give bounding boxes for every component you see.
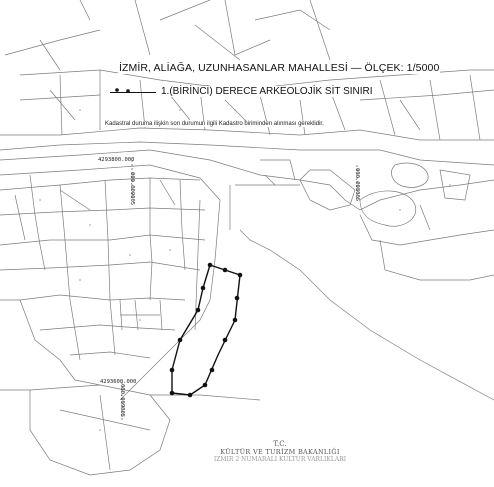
official-stamp: [205, 440, 355, 463]
map-title: İZMİR, ALİAĞA, UZUNHASANLAR MAHALLESİ — ÖLÇEK: 1/5000: [119, 62, 440, 74]
north-coordinate-upper: 4293800.000: [98, 157, 135, 163]
legend-label: 1.(BİRİNCİ) DERECE ARKEOLOJİK SİT SINIRI: [161, 86, 373, 97]
north-coordinate-lower: 4293600.000: [100, 379, 137, 385]
east-coordinate-left-upper: 000.009005: [129, 172, 135, 206]
stamp-line-2: KÜLTÜR VE TURİZM BAKANLIĞI: [220, 448, 340, 456]
stamp-line-3: İZMİR 2 NUMARALI KÜLTÜR VARLIKLARI: [213, 456, 347, 463]
stamp-line-1: T.C.: [273, 440, 287, 448]
east-coordinate-right: 000.00800S: [354, 168, 360, 202]
cadastral-note: Kadastral duruma ilişkin son durumun ilgili Kadastro biriminden alınması gereklidir.: [105, 121, 324, 127]
legend-line-symbol: [110, 92, 156, 93]
east-coordinate-left-lower: 000.009005: [119, 384, 125, 418]
grid-lines: [122, 160, 357, 420]
site-boundary: [170, 263, 243, 398]
